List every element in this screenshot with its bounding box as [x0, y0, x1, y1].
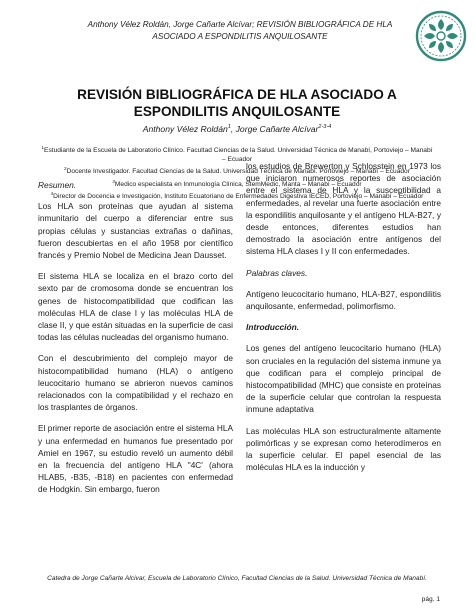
- keywords-heading: Palabras claves.: [246, 267, 308, 278]
- affiliation-4-marker: 4: [50, 190, 54, 196]
- introduction-paragraph-1: Los genes del antígeno leucocitario humano (HLA) son cruciales en la regulación del sistema inmune ya que codifican para el complejo principal de histocompatibilidad (MHC) que consiste en proteínas de la superficie celular que controlan la respuesta inmune adaptativa: [246, 343, 441, 415]
- running-head: [70, 19, 410, 43]
- author-line: [40, 124, 434, 134]
- affiliation-4-text: Director de Docencia e Investigación, Instituto Ecuatoriano de Enfermedades Digestiva IECED, Portoviejo – Manabí – Ecuador: [53, 193, 424, 201]
- affiliation-1-marker: 1: [41, 145, 45, 150]
- keywords-text: Antígeno leucocitario humano, HLA-B27, espondilitis anquilosante, enfermedad, polimorfismo.: [246, 288, 441, 312]
- abstract-paragraph-1: Los HLA son proteínas que ayudan al sistema inmunitario del cuerpo a diferenciar entre sus propias células y sustancias extrañas o dañinas, fueron descubiertas en el año 1958 por científico francés y Premio Nobel de Medicina Jean Dausset.: [38, 201, 233, 261]
- abstract-paragraph-4: El primer reporte de asociación entre el sistema HLA y una enfermedad en humanos fue presentado por Amiel en 1967, su estudio reveló un aumento débil en la frecuencia del antígeno HLA "4C' (ahora HLAB5, -B35, -B18) en pacientes con enfermedad de Hodgkin. Sin embargo, fueron: [38, 423, 233, 495]
- running-head-authors: Anthony Vélez Roldán, Jorge Cañarte Alcívar;: [87, 20, 257, 29]
- page-footer: Catedra de Jorge Cañarte Alcivar, Escuela de Laboratorio Clínico, Facultad Ciencias de la Salud. Universidad Técnica de Manabí.: [47, 575, 427, 582]
- author-separator: ,: [230, 124, 236, 134]
- affiliation-2-text: Docente Investigador. Facultad Ciencias de la Salud. Universidad Técnica de Manabí. Portoviejo – Manabí – Ecuador: [66, 168, 410, 176]
- author-2-affil: 2-3-4: [318, 124, 332, 131]
- institution-seal-icon: [415, 10, 467, 62]
- abstract-heading: Resumen.: [38, 180, 77, 190]
- left-column: [38, 180, 233, 505]
- affiliation-3-marker: 3: [112, 178, 115, 184]
- author-1-affil: 1: [227, 124, 231, 131]
- abstract-paragraph-3: Con el descubrimiento del complejo mayor de histocompatibilidad humano (HLA) o antígeno leucocitario humano se abrieron nuevos caminos relacionados con la compatibilidad y el rechazo en los trasplantes de órganos.: [38, 353, 233, 413]
- introduction-heading: Introducción.: [246, 322, 300, 333]
- introduction-paragraph-2: Las moléculas HLA son estructuralmente altamente polimórficas y se expresan como heterodímeros en la superficie celular. El papel esencial de las moléculas HLA es la inducción y: [246, 425, 441, 473]
- paper-title: [30, 86, 444, 120]
- paper-title-line-1: REVISIÓN BIBLIOGRÁFICA DE HLA ASOCIADO A: [77, 87, 397, 102]
- paper-title-line-2: ESPONDILITIS ANQUILOSANTE: [133, 104, 341, 119]
- running-head-title: REVISIÓN BIBLIOGRÁFICA DE HLA ASOCIADO A ESPONDILITIS ANQUILOSANTE: [152, 20, 393, 41]
- author-1: Anthony Vélez Roldán: [142, 124, 228, 134]
- right-column: [246, 160, 441, 482]
- page-number: pág. 1: [421, 596, 440, 603]
- affiliation-1-text: Estudiante de la Escuela de Laboratorio Clínico. Facultad Ciencias de la Salud. Universidad Técnica de Manabí, Portoviejo – Manabí – Ecuador: [44, 147, 433, 164]
- affiliation-3-text: Medico especialista en Inmunología Clínica, StemMedic, Manta – Manabí – Ecuador: [114, 180, 362, 188]
- author-2: Jorge Cañarte Alcívar: [235, 124, 319, 134]
- affiliation-2-marker: 2: [64, 166, 67, 172]
- abstract-paragraph-5: los estudios de Brewerton y Schlosstein en 1973 los que iniciaron numerosos reportes de asociación entre el sistema de HLA y la susceptibilidad a enfermedades, al revelar una fuerte asociación entre la espondilitis anquilosante y el antígeno HLA-B27, y desde entonces, diferentes estudios han demostrado la asociación entre antígenos del sistema HLA clases I y II con enfermedades.: [246, 161, 441, 257]
- abstract-paragraph-2: El sistema HLA se localiza en el brazo corto del sexto par de cromosoma donde se encuentran los genes de histocompatibilidad que codifican las moléculas HLA de clase I y las moléculas HLA de clase II, y que están situadas en la superficie de casi todas las células nucleadas del organismo humano.: [38, 271, 233, 343]
